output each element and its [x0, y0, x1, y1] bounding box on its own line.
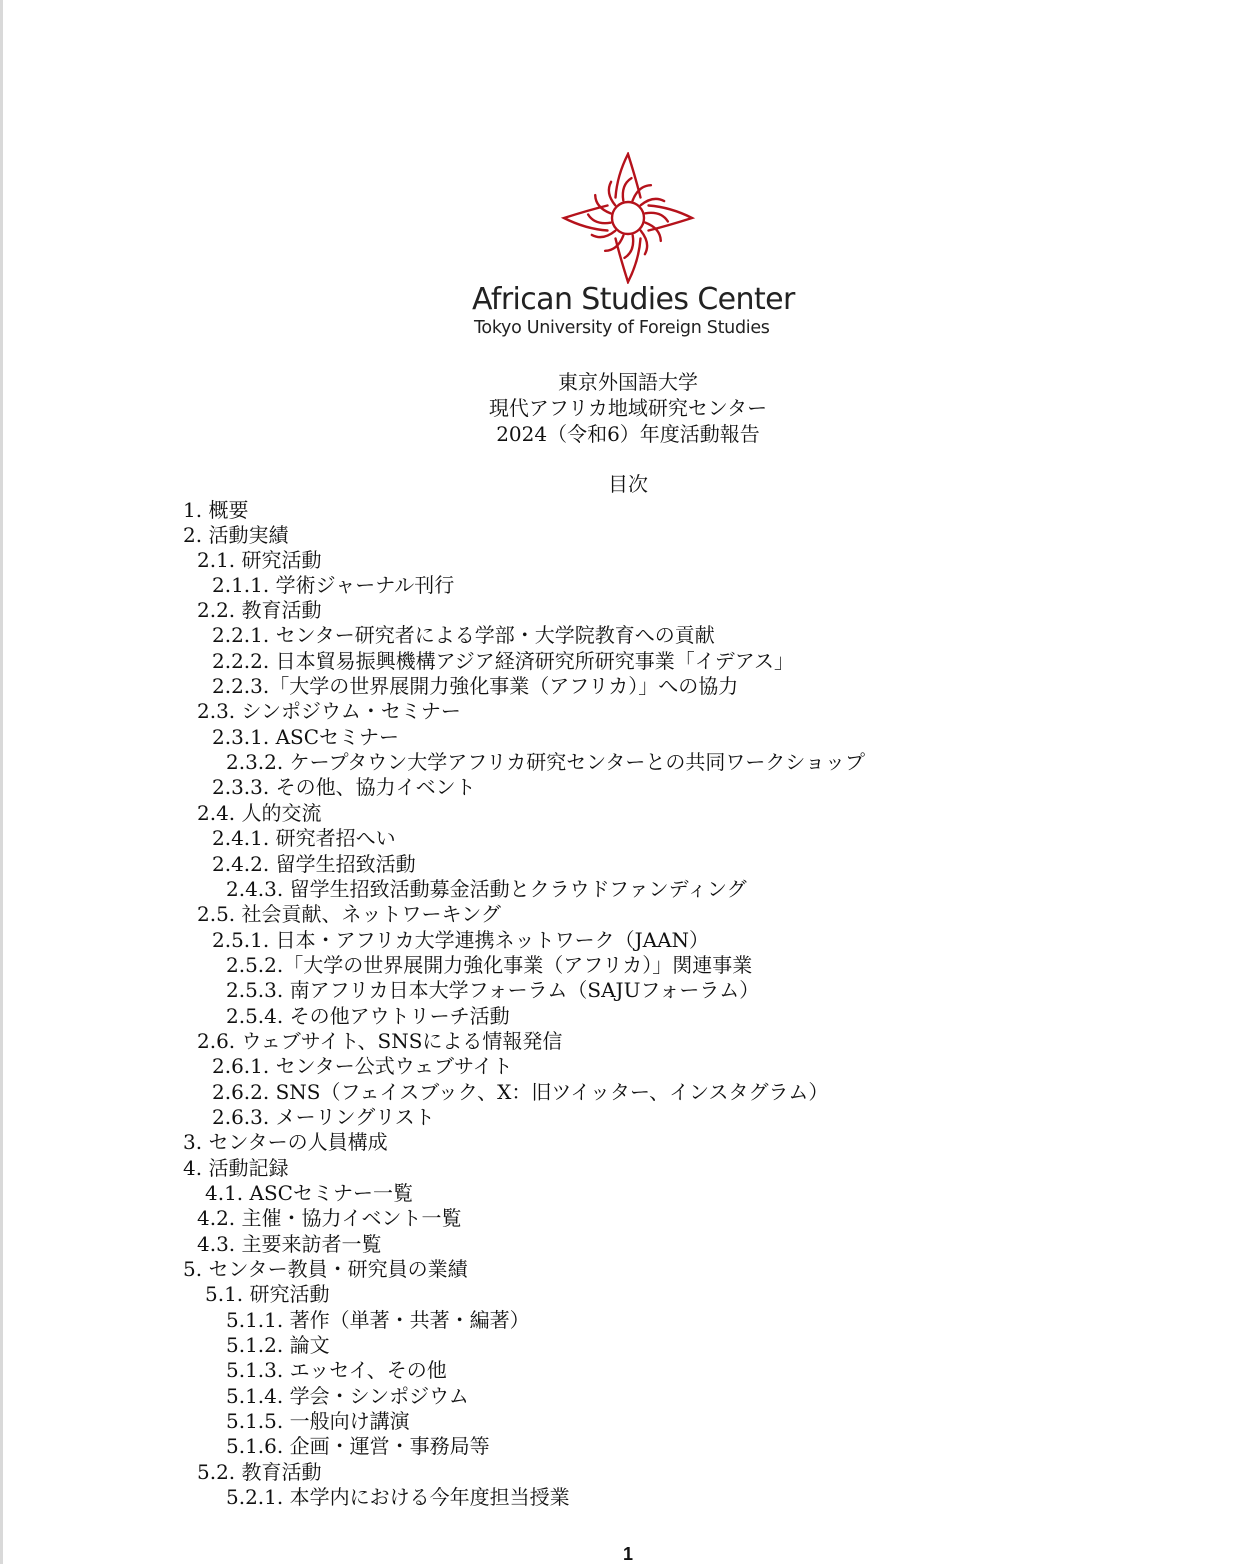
toc-item: 2.6. ウェブサイト、SNSによる情報発信 — [197, 1029, 563, 1053]
logo-swirl — [595, 195, 610, 213]
toc-item: 2.4. 人的交流 — [197, 801, 322, 825]
page-edge — [0, 0, 3, 1564]
toc-item: 2.4.1. 研究者招へい — [212, 826, 396, 850]
logo-swirl — [633, 185, 651, 200]
logo-swirl — [645, 213, 668, 222]
toc-item: 1. 概要 — [183, 498, 249, 522]
toc-item: 3. センターの人員構成 — [183, 1130, 388, 1154]
african-studies-center-logo — [559, 152, 697, 284]
logo-center-ring — [612, 202, 644, 234]
toc-item: 2.1.1. 学術ジャーナル刊行 — [212, 573, 455, 597]
toc-item: 5.2.1. 本学内における今年度担当授業 — [226, 1485, 570, 1509]
toc-item: 2.2.3.「大学の世界展開力強化事業（アフリカ）」への協力 — [212, 674, 739, 698]
logo-swirl — [645, 223, 660, 241]
toc-item: 5.1.4. 学会・シンポジウム — [226, 1384, 469, 1408]
toc-item: 2.5.4. その他アウトリーチ活動 — [226, 1004, 510, 1028]
toc-item: 5.1.5. 一般向け講演 — [226, 1409, 410, 1433]
logo-swirl — [592, 231, 616, 237]
toc-heading: 目次 — [608, 472, 648, 496]
toc-item: 2. 活動実績 — [183, 523, 289, 547]
toc-item: 2.1. 研究活動 — [197, 548, 322, 572]
toc-item: 5.1.3. エッセイ、その他 — [226, 1358, 447, 1382]
toc-item: 2.6.2. SNS（フェイスブック、X：旧ツイッター、インスタグラム） — [212, 1080, 829, 1104]
toc-item: 2.3. シンポジウム・セミナー — [197, 699, 461, 723]
report-title: 2024（令和6）年度活動報告 — [496, 422, 760, 446]
logo-swirl — [588, 215, 611, 224]
toc-item: 4.1. ASCセミナー一覧 — [205, 1181, 413, 1205]
toc-item: 5.1.6. 企画・運営・事務局等 — [226, 1434, 490, 1458]
toc-item: 5.1.1. 著作（単著・共著・編著） — [226, 1308, 530, 1332]
toc-item: 2.5. 社会貢献、ネットワーキング — [197, 902, 501, 926]
toc-item: 2.3.2. ケープタウン大学アフリカ研究センターとの共同ワークショップ — [226, 750, 866, 774]
logo-swirl — [605, 235, 623, 250]
logo-swirl — [641, 199, 665, 205]
toc-item: 2.6.3. メーリングリスト — [212, 1105, 435, 1129]
logo-swirl — [609, 182, 615, 206]
logo-swirl — [641, 231, 647, 255]
center-name: 現代アフリカ地域研究センター — [488, 396, 768, 420]
toc-item: 2.2.1. センター研究者による学部・大学院教育への貢献 — [212, 623, 715, 647]
toc-item: 5.1.2. 論文 — [226, 1333, 330, 1357]
toc-item: 4. 活動記録 — [183, 1156, 289, 1180]
toc-item: 4.2. 主催・協力イベント一覧 — [197, 1206, 462, 1230]
logo-swirl — [623, 178, 632, 201]
toc-item: 4.3. 主要来訪者一覧 — [197, 1232, 382, 1256]
brand-affiliation: Tokyo University of Foreign Studies — [474, 318, 770, 338]
toc-item: 2.6.1. センター公式ウェブサイト — [212, 1054, 513, 1078]
toc-item: 2.2. 教育活動 — [197, 598, 322, 622]
toc-item: 2.4.2. 留学生招致活動 — [212, 852, 416, 876]
toc-item: 2.3.1. ASCセミナー — [212, 725, 400, 749]
logo-swirl — [625, 235, 634, 258]
toc-item: 2.5.1. 日本・アフリカ大学連携ネットワーク（JAAN） — [212, 928, 710, 952]
page-number: 1 — [622, 1544, 633, 1564]
toc-item: 2.5.2.「大学の世界展開力強化事業（アフリカ）」関連事業 — [226, 953, 753, 977]
toc-item: 2.4.3. 留学生招致活動募金活動とクラウドファンディング — [226, 877, 747, 901]
toc-item: 2.3.3. その他、協力イベント — [212, 775, 476, 799]
toc-item: 5.2. 教育活動 — [197, 1460, 322, 1484]
toc-item: 2.2.2. 日本貿易振興機構アジア経済研究所研究事業「イデアス」 — [212, 649, 795, 673]
toc-item: 5. センター教員・研究員の業績 — [183, 1257, 468, 1281]
toc-item: 2.5.3. 南アフリカ日本大学フォーラム（SAJUフォーラム） — [226, 978, 760, 1002]
toc-item: 5.1. 研究活動 — [205, 1282, 330, 1306]
university-name: 東京外国語大学 — [558, 370, 698, 394]
brand-name: African Studies Center — [472, 282, 795, 317]
